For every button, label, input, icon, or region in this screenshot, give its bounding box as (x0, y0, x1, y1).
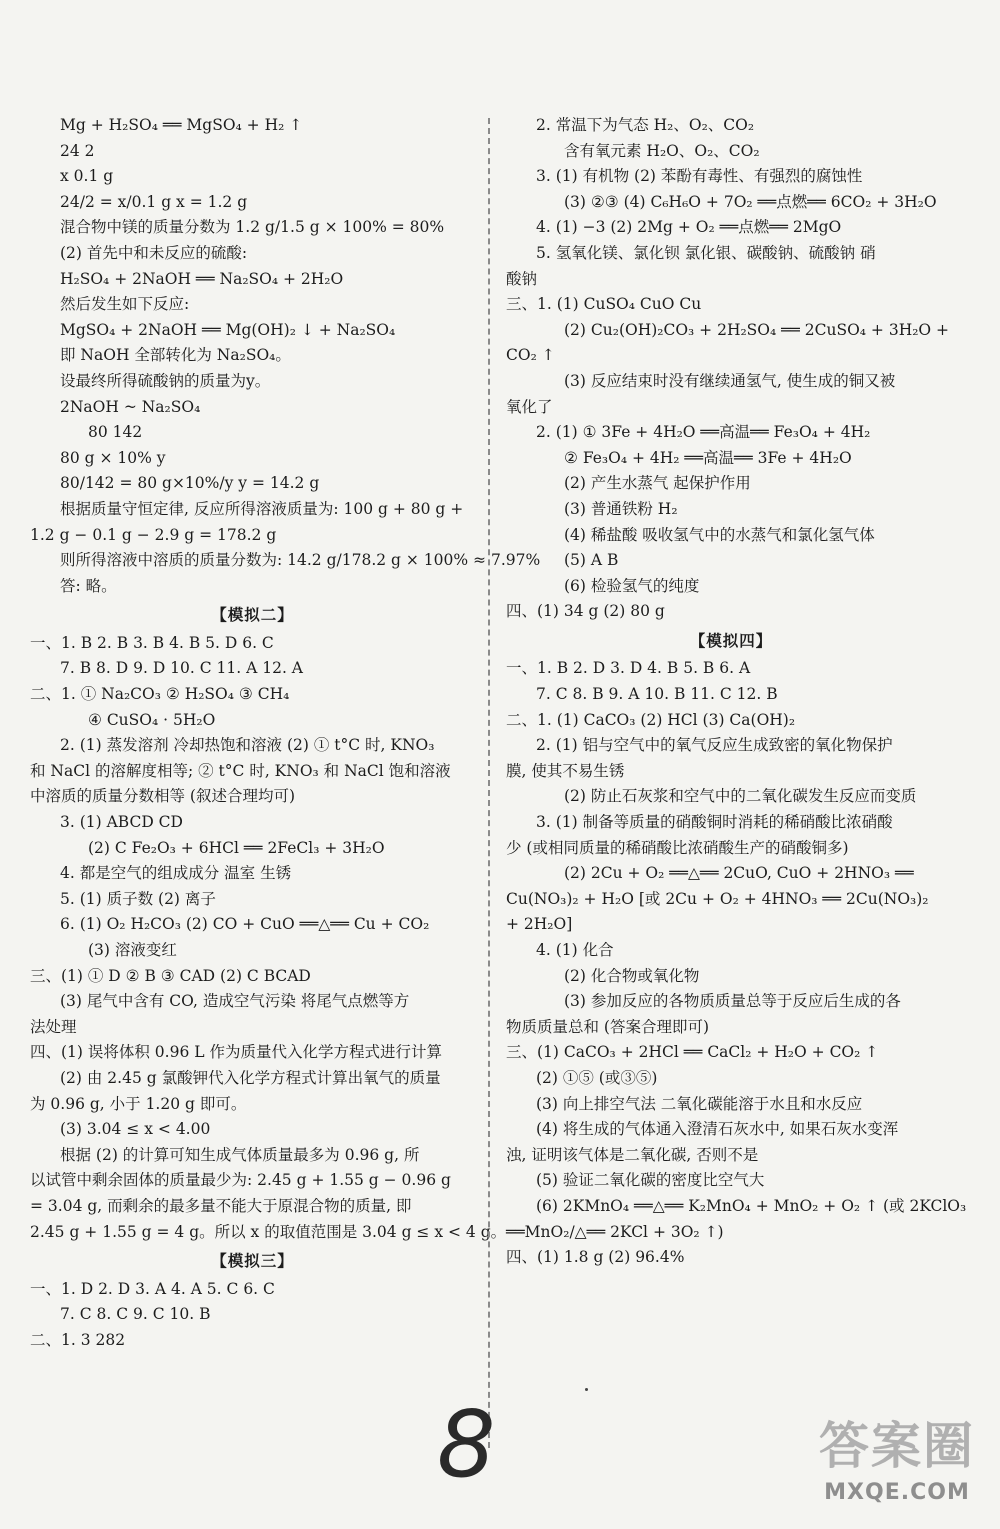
left-answer-line: ④ CuSO₄ · 5H₂O (88, 710, 216, 729)
watermark-text: 答案圈 (819, 1417, 975, 1475)
left-answer-line: 1.2 g − 0.1 g − 2.9 g = 178.2 g (30, 525, 277, 544)
right-answer-line: (3) 普通铁粉 H₂ (564, 499, 678, 518)
left-answer-line: (2) 首先中和未反应的硫酸: (60, 243, 248, 262)
right-answer-line: (2) 化合物或氧化物 (564, 966, 700, 985)
right-answer-line: 四、(1) 1.8 g (2) 96.4% (506, 1248, 685, 1267)
left-answer-line: 80 g × 10% y (60, 448, 166, 467)
handwritten-page-mark: 8 (437, 1391, 496, 1498)
right-answer-line: CO₂ ↑ (506, 346, 555, 365)
right-answer-line: 2. (1) 铝与空气中的氧气反应生成致密的氧化物保护 (536, 736, 893, 755)
left-answer-line: 为 0.96 g, 小于 1.20 g 即可。 (30, 1094, 247, 1113)
left-answer-line: 一、1. D 2. D 3. A 4. A 5. C 6. C (30, 1279, 275, 1298)
left-answer-line: 二、1. ① Na₂CO₃ ② H₂SO₄ ③ CH₄ (30, 685, 290, 704)
right-answer-line: (4) 稀盐酸 吸收氢气中的水蒸气和氯化氢气体 (564, 525, 875, 544)
watermark-url: MXQE.COM (824, 1480, 970, 1505)
left-answer-line: 法处理 (30, 1017, 77, 1036)
left-answer-line: (3) 溶液变红 (88, 941, 177, 959)
left-answer-line: 24/2 = x/0.1 g x = 1.2 g (60, 192, 248, 211)
right-answer-line: ══MnO₂/△══ 2KCl + 3O₂ ↑) (506, 1222, 724, 1241)
right-answer-line: (2) Cu₂(OH)₂CO₃ + 2H₂SO₄ ══ 2CuSO₄ + 3H₂O + (564, 320, 950, 339)
left-answer-line: 7. C 8. C 9. C 10. B (60, 1305, 211, 1324)
right-answer-line: + 2H₂O] (506, 915, 573, 934)
right-answer-line: 2. 常温下为气态 H₂、O₂、CO₂ (536, 116, 755, 134)
column-divider (488, 118, 490, 1448)
right-answer-line: 膜, 使其不易生锈 (506, 761, 625, 780)
left-answer-line: 混合物中镁的质量分数为 1.2 g/1.5 g × 100% = 80% (60, 218, 445, 237)
left-answer-line: 2NaOH ~ Na₂SO₄ (60, 397, 201, 416)
left-answer-line: 2. (1) 蒸发溶剂 冷却热饱和溶液 (2) ① t°C 时, KNO₃ (60, 736, 435, 755)
right-answer-line: (3) ②③ (4) C₆H₆O + 7O₂ ══点燃══ 6CO₂ + 3H₂O (564, 192, 937, 211)
right-answer-line: 四、(1) 34 g (2) 80 g (506, 602, 665, 621)
left-answer-line: 4. 都是空气的组成成分 温室 生锈 (60, 864, 292, 883)
left-answer-line: = 3.04 g, 而剩余的最多量不能大于原混合物的质量, 即 (30, 1196, 412, 1215)
left-answer-line: 根据 (2) 的计算可知生成气体质量最多为 0.96 g, 所 (60, 1145, 420, 1164)
left-answer-line: (2) C Fe₂O₃ + 6HCl ══ 2FeCl₃ + 3H₂O (88, 838, 385, 857)
right-answer-line: (2) 2Cu + O₂ ══△══ 2CuO, CuO + 2HNO₃ ══ (564, 864, 914, 883)
left-answer-line: 根据质量守恒定律, 反应所得溶液质量为: 100 g + 80 g + (60, 499, 464, 518)
right-answer-line: (6) 2KMnO₄ ══△══ K₂MnO₄ + MnO₂ + O₂ ↑ (或 2KClO₃ (536, 1196, 967, 1215)
right-answer-line: 7. C 8. B 9. A 10. B 11. C 12. B (536, 685, 778, 704)
right-answer-line: 3. (1) 有机物 (2) 苯酚有毒性、有强烈的腐蚀性 (536, 167, 863, 186)
left-answer-line: (3) 尾气中含有 CO, 造成空气污染 将尾气点燃等方 (60, 992, 410, 1011)
right-answer-line: 二、1. (1) CaCO₃ (2) HCl (3) Ca(OH)₂ (506, 710, 796, 729)
right-answer-line: 酸钠 (506, 269, 538, 288)
right-answer-line: 三、1. (1) CuSO₄ CuO Cu (506, 295, 702, 314)
left-section-title: 【模拟二】 (211, 605, 294, 625)
left-section-title: 【模拟三】 (211, 1251, 294, 1271)
left-answer-line: 则所得溶液中溶质的质量分数为: 14.2 g/178.2 g × 100% ≈ 7.97% (60, 551, 541, 570)
left-answer-line: MgSO₄ + 2NaOH ══ Mg(OH)₂ ↓ + Na₂SO₄ (60, 320, 396, 339)
right-answer-line: (4) 将生成的气体通入澄清石灰水中, 如果石灰水变浑 (536, 1120, 899, 1139)
right-answer-line: 物质质量总和 (答案合理即可) (506, 1017, 710, 1036)
left-answer-line: 一、1. B 2. B 3. B 4. B 5. D 6. C (30, 633, 274, 652)
right-answer-line: 4. (1) 化合 (536, 941, 614, 959)
right-answer-line: 2. (1) ① 3Fe + 4H₂O ══高温══ Fe₃O₄ + 4H₂ (536, 423, 871, 442)
right-answer-line: Cu(NO₃)₂ + H₂O [或 2Cu + O₂ + 4HNO₃ ══ 2Cu(NO₃)₂ (506, 889, 929, 908)
right-answer-line: (3) 向上排空气法 二氧化碳能溶于水且和水反应 (536, 1094, 863, 1113)
right-answer-line: (2) 防止石灰浆和空气中的二氧化碳发生反应而变质 (564, 787, 917, 806)
left-answer-line: 3. (1) ABCD CD (60, 813, 183, 832)
left-answer-line: Mg + H₂SO₄ ══ MgSO₄ + H₂ ↑ (60, 116, 303, 134)
right-answer-line: 3. (1) 制备等质量的硝酸铜时消耗的稀硝酸比浓硝酸 (536, 813, 893, 832)
left-answer-line: 四、(1) 误将体积 0.96 L 作为质量代入化学方程式进行计算 (30, 1043, 442, 1062)
left-answer-line: 设最终所得硫酸钠的质量为y。 (60, 371, 271, 390)
right-answer-line: (2) ①⑤ (或③⑤) (536, 1068, 658, 1087)
left-answer-line: 24 2 (60, 141, 95, 160)
left-answer-line: 7. B 8. D 9. D 10. C 11. A 12. A (60, 659, 304, 678)
right-answer-line: ② Fe₃O₄ + 4H₂ ══高温══ 3Fe + 4H₂O (564, 448, 852, 467)
right-answer-line: 氧化了 (506, 397, 553, 416)
left-answer-line: 和 NaCl 的溶解度相等; ② t°C 时, KNO₃ 和 NaCl 饱和溶液 (30, 761, 451, 780)
left-answer-line: (2) 由 2.45 g 氯酸钾代入化学方程式计算出氧气的质量 (60, 1068, 441, 1087)
right-answer-line: 少 (或相同质量的稀硝酸比浓硝酸生产的硝酸铜多) (506, 838, 849, 857)
left-answer-line: 6. (1) O₂ H₂CO₃ (2) CO + CuO ══△══ Cu + CO₂ (60, 915, 430, 934)
left-answer-line: 三、(1) ① D ② B ③ CAD (2) C BCAD (30, 966, 311, 985)
right-answer-line: (3) 参加反应的各物质质量总等于反应后生成的各 (564, 992, 901, 1011)
right-answer-line: 一、1. B 2. D 3. D 4. B 5. B 6. A (506, 659, 751, 678)
right-answer-line: (2) 产生水蒸气 起保护作用 (564, 474, 751, 493)
right-answer-line: 含有氧元素 H₂O、O₂、CO₂ (564, 141, 760, 160)
left-answer-line: 然后发生如下反应: (60, 295, 190, 314)
right-section-title: 【模拟四】 (689, 630, 773, 650)
left-answer-line: 二、1. 3 282 (30, 1330, 126, 1349)
left-answer-line: 答: 略。 (60, 576, 117, 595)
left-answer-line: 即 NaOH 全部转化为 Na₂SO₄。 (60, 346, 291, 365)
left-answer-line: 5. (1) 质子数 (2) 离子 (60, 889, 216, 908)
right-answer-line: (6) 检验氢气的纯度 (564, 576, 700, 595)
left-answer-line: (3) 3.04 ≤ x < 4.00 (60, 1120, 211, 1139)
right-answer-line: 4. (1) −3 (2) 2Mg + O₂ ══点燃══ 2MgO (536, 218, 842, 237)
right-answer-line: 5. 氢氧化镁、氯化钡 氯化银、碳酸钠、硫酸钠 硝 (536, 243, 876, 262)
right-answer-line: (5) A B (564, 551, 619, 570)
right-answer-line: (5) 验证二氧化碳的密度比空气大 (536, 1171, 765, 1190)
right-answer-line: 三、(1) CaCO₃ + 2HCl ══ CaCl₂ + H₂O + CO₂ ↑ (506, 1043, 879, 1062)
left-answer-line: 以试管中剩余固体的质量最少为: 2.45 g + 1.55 g − 0.96 g (30, 1171, 451, 1190)
right-answer-line: 浊, 证明该气体是二氧化碳, 否则不是 (506, 1145, 759, 1164)
right-column (506, 113, 967, 1271)
stray-dot (585, 1388, 588, 1391)
left-answer-line: 中溶质的质量分数相等 (叙述合理均可) (30, 787, 296, 806)
right-answer-line: (3) 反应结束时没有继续通氢气, 使生成的铜又被 (564, 371, 896, 390)
left-answer-line: 80/142 = 80 g×10%/y y = 14.2 g (60, 474, 320, 493)
left-answer-line: H₂SO₄ + 2NaOH ══ Na₂SO₄ + 2H₂O (60, 269, 344, 288)
left-answer-line: 2.45 g + 1.55 g = 4 g。所以 x 的取值范围是 3.04 g ≤ x < 4 g。 (30, 1222, 507, 1241)
left-answer-line: 80 142 (88, 423, 143, 442)
watermark-logo (802, 1413, 992, 1523)
left-answer-line: x 0.1 g (60, 167, 114, 186)
